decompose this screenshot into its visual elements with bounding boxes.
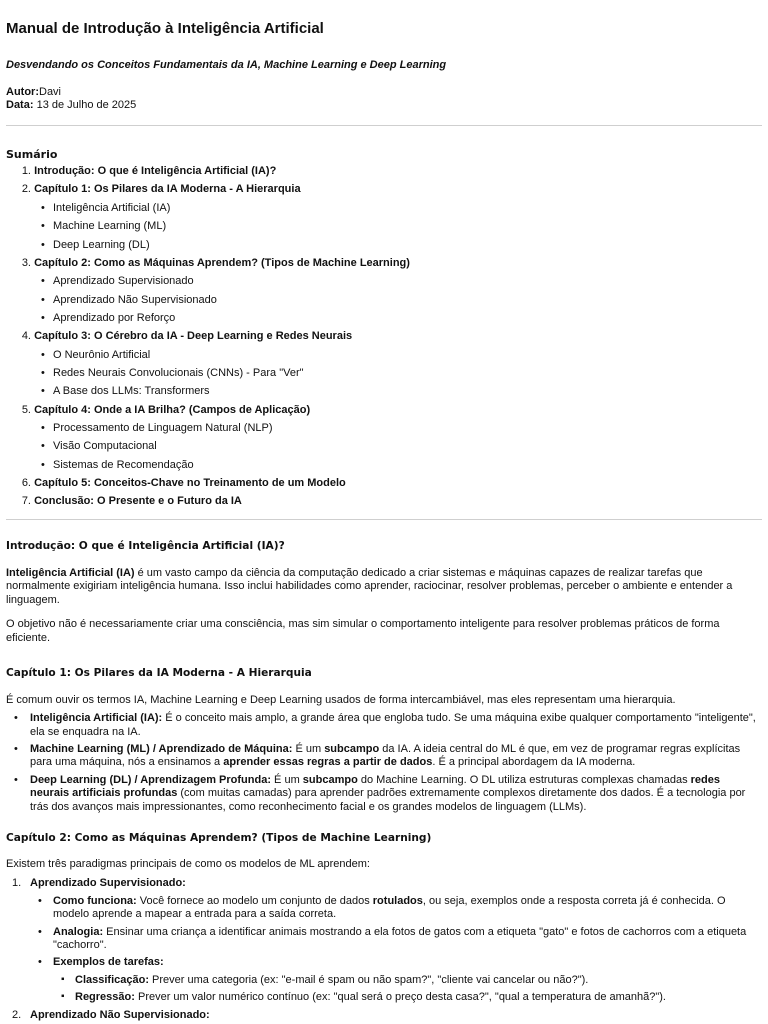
bold-term: Exemplos de tarefas: [53,956,164,969]
list-item [12,877,762,1004]
toc-item-number: 4. [21,330,31,343]
list-item-text: É um [271,773,303,786]
section-introduction [6,540,762,645]
toc-item-number: 6. [21,476,31,489]
toc-item [6,180,762,253]
toc-item-label[interactable]: Capítulo 4: Onde a IA Brilha? (Campos de Aplicação) [34,403,311,416]
toc-item-label[interactable]: Capítulo 1: Os Pilares da IA Moderna - A Hierarquia [34,183,301,196]
toc-item-label[interactable]: Capítulo 2: Como as Máquinas Aprendem? (Tipos de Machine Learning) [34,256,410,269]
toc-item-number: 3. [21,256,31,269]
author-line [6,86,762,99]
toc-subitem[interactable]: • Aprendizado Supervisionado [41,272,762,290]
section-chapter-2 [6,832,762,1022]
list-item-text: Prever um valor numérico contínuo (ex: "qual será o preço desta casa?", "qual a temperatura de amanhã?"). [134,991,666,1004]
author-label: Autor: [6,85,39,98]
list-item [30,712,762,739]
list-item-text: Ensinar uma criança a identificar animais mostrando a ela fotos de gatos com a etiqueta "gato" e fotos de cachorros com a etiqueta "cachorro". [53,925,747,952]
numbered-list [6,877,762,1022]
date-value: 13 de Julho de 2025 [33,99,137,112]
list-item-text: Prever uma categoria (ex: "e-mail é spam ou não spam?", "cliente vai cancelar ou não?"). [148,973,589,986]
date-line [6,99,762,112]
bold-term: Classificação: [75,973,149,986]
toc-item [6,254,762,327]
toc-heading: Sumário [6,147,58,161]
toc-subitem[interactable]: • Aprendizado por Reforço [41,309,762,327]
list-item [12,1008,762,1022]
toc-item [6,492,762,511]
toc-item-number: 7. [21,495,31,508]
toc-item-number: 2. [21,183,31,196]
table-of-contents [6,148,762,511]
toc-item-number: 5. [21,403,31,416]
section-heading: Introdução: O que é Inteligência Artificial (IA)? [6,539,285,552]
document-subtitle: Desvendando os Conceitos Fundamentais da IA, Machine Learning e Deep Learning [6,59,447,72]
toc-item-label[interactable]: Capítulo 3: O Cérebro da IA - Deep Learning e Redes Neurais [34,330,353,343]
toc-subitem[interactable]: • Inteligência Artificial (IA) [41,199,762,217]
toc-subitem[interactable]: • Aprendizado Não Supervisionado [41,291,762,309]
list-item [53,895,762,922]
document-title: Manual de Introdução à Inteligência Artificial [6,20,324,37]
bold-term: rotulados [372,894,423,907]
toc-item [6,162,762,181]
toc-sublist [6,272,762,327]
list-item [53,926,762,953]
bold-term: Analogia: [53,925,104,938]
list-item-number: 1. [12,877,22,890]
list-item-label: Aprendizado Não Supervisionado: [30,1008,210,1021]
bold-term: aprender essas regras a partir de dados [223,756,433,769]
list-item-text: É um [292,743,325,756]
bold-term: Inteligência Artificial (IA): [30,712,163,725]
paragraph: Existem três paradigmas principais de como os modelos de ML aprendem: [6,858,370,871]
divider [6,519,762,520]
date-label: Data: [6,99,34,112]
list-item [30,743,762,770]
bold-term: Deep Learning (DL) / Aprendizagem Profunda: [30,773,271,786]
list-item-label: Aprendizado Supervisionado: [30,877,186,890]
toc-sublist [6,419,762,474]
list-item-number: 2. [12,1008,22,1021]
paragraph-text: é um vasto campo da ciência da computação dedicado a criar sistemas e máquinas capazes de realizar tarefas que normalmente exigiriam inteligência humana. Isso inclui habilidades como aprender, raciocinar, resolver problemas, perceber o ambiente e entender a linguagem. [6,566,733,606]
list-item [75,974,762,987]
toc-sublist [6,199,762,254]
toc-item-number: 1. [21,164,31,177]
list-item-text: , ou seja, exemplos onde a resposta correta já é conhecida. O modelo aprende a mapear a entrada para a saída correta. [53,894,726,921]
list-item-text: (com muitas camadas) para aprender padrões extremamente complexos diretamente dos dados. É a tecnologia por trás dos avanços mais impressionantes, como reconhecimento facial e os grandes modelos de linguagem (LLMs). [30,787,746,813]
bold-term: Machine Learning (ML) / Aprendizado de Máquina: [30,743,293,756]
bullet-list [30,895,762,1005]
toc-subitem[interactable]: • Machine Learning (ML) [41,217,762,235]
toc-subitem[interactable]: • Deep Learning (DL) [41,236,762,254]
list-item [53,956,762,1004]
list-item-text: Você fornece ao modelo um conjunto de dados [136,894,373,907]
toc-item [6,401,762,474]
toc-list [6,162,762,511]
toc-subitem[interactable]: • Sistemas de Recomendação [41,456,762,474]
list-item-text: . É a principal abordagem da IA moderna. [432,756,636,769]
bold-term: subcampo [302,773,358,786]
author-name: Davi [39,85,62,98]
bold-term: redes neurais artificiais profundas [30,773,720,800]
toc-subitem[interactable]: • Visão Computacional [41,437,762,455]
paragraph [6,567,762,607]
list-item [75,991,762,1004]
toc-subitem[interactable]: • Redes Neurais Convolucionais (CNNs) - Para "Ver" [41,364,762,382]
document-meta [6,86,762,113]
toc-item [6,474,762,493]
section-heading: Capítulo 2: Como as Máquinas Aprendem? (Tipos de Machine Learning) [6,832,432,845]
list-item-text: da IA. A ideia central do ML é que, em vez de programar regras explícitas para uma máquina, nós a ensinamos a [30,743,741,769]
toc-item [6,327,762,400]
toc-subitem[interactable]: • Processamento de Linguagem Natural (NLP) [41,419,762,437]
toc-subitem[interactable]: • O Neurônio Artificial [41,346,762,364]
paragraph: O objetivo não é necessariamente criar uma consciência, mas sim simular o comportamento inteligente para resolver problemas práticos de forma eficiente. [6,618,720,644]
bold-term: subcampo [324,743,380,756]
bold-term: Regressão: [75,991,135,1004]
toc-subitem[interactable]: • A Base dos LLMs: Transformers [41,382,762,400]
bold-term: Inteligência Artificial (IA) [6,566,135,579]
list-item [30,774,762,814]
section-chapter-1 [6,667,762,814]
bullet-list [6,712,762,814]
divider [6,125,762,126]
paragraph: É comum ouvir os termos IA, Machine Learning e Deep Learning usados de forma intercambiável, mas eles representam uma hierarquia. [6,693,676,706]
section-heading: Capítulo 1: Os Pilares da IA Moderna - A Hierarquia [6,666,312,679]
toc-item-label[interactable]: Introdução: O que é Inteligência Artificial (IA)? [34,164,277,177]
toc-item-label[interactable]: Conclusão: O Presente e o Futuro da IA [34,495,242,508]
toc-sublist [6,346,762,401]
list-item-text: do Machine Learning. O DL utiliza estruturas complexas chamadas [357,773,691,786]
bold-term: Como funciona: [53,894,137,907]
nested-bullet-list [53,974,762,1005]
toc-item-label[interactable]: Capítulo 5: Conceitos-Chave no Treinamento de um Modelo [34,476,346,489]
list-item-text: É o conceito mais amplo, a grande área que engloba tudo. Se uma máquina exibe qualquer comportamento "inteligente", ela se enquadra na IA. [30,712,756,738]
